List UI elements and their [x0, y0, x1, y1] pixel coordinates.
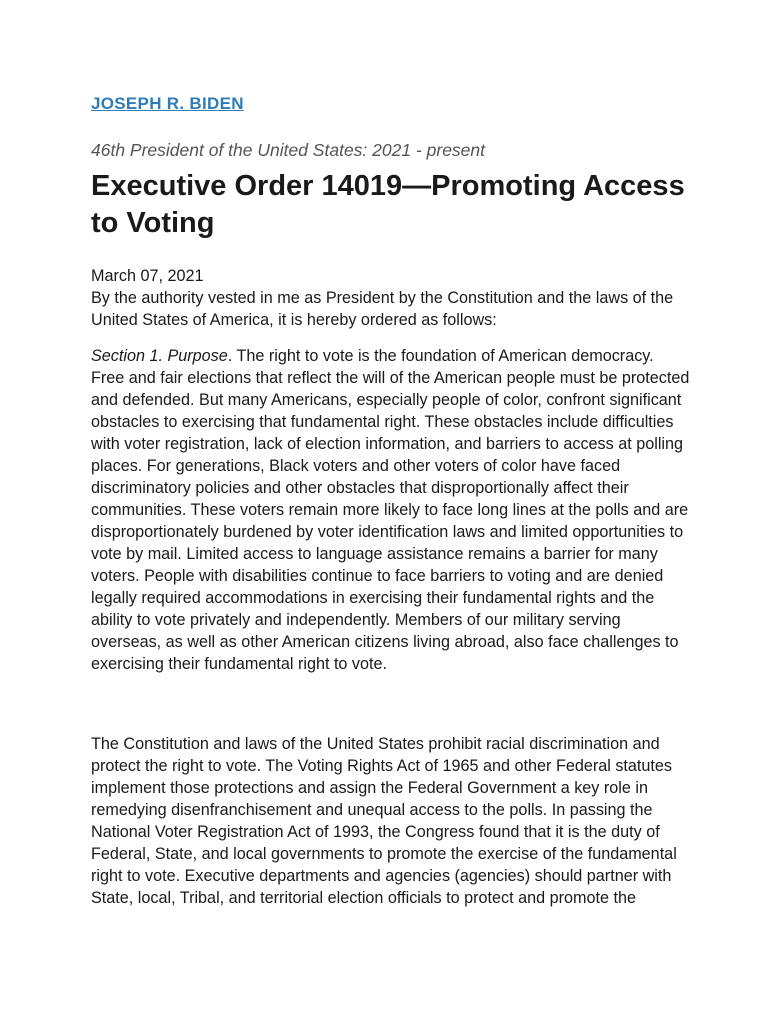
section-1-paragraph — [91, 345, 691, 675]
document-date: March 07, 2021 — [91, 267, 204, 285]
paragraph-2: The Constitution and laws of the United States prohibit racial discrimination and protect the right to vote. The Voting Rights Act of 1965 and other Federal statutes implement those protections and assign the Federal Government a key role in remedying disenfranchisement and unequal access to the polls. In passing the National Voter Registration Act of 1993, the Congress found that it is the duty of Federal, State, and local governments to promote the exercise of the fundamental right to vote. Executive departments and agencies (agencies) should partner with State, local, Tribal, and territorial election officials to protect and promote the — [91, 735, 677, 907]
president-subtitle: 46th President of the United States: 2021 - present — [91, 140, 485, 160]
author-link[interactable]: JOSEPH R. BIDEN — [91, 94, 244, 113]
section-1-label: Section 1. Purpose — [91, 347, 228, 365]
intro-paragraph: By the authority vested in me as President by the Constitution and the laws of the United States of America, it is hereby ordered as follows: — [91, 289, 674, 329]
section-1-text: . The right to vote is the foundation of American democracy. Free and fair elections that reflect the will of the American people must be protected and defended. But many Americans, especially people of color, confront significant obstacles to exercising that fundamental right. These obstacles include difficulties with voter registration, lack of election information, and barriers to access at polling places. For generations, Black voters and other voters of color have faced discriminatory policies and other obstacles that disproportionally affect their communities. These voters remain more likely to face long lines at the polls and are disproportionately burdened by voter identification laws and limited opportunities to vote by mail. Limited access to language assistance remains a barrier for many voters. People with disabilities continue to face barriers to voting and are denied legally required accommodations in exercising their fundamental rights and the ability to vote privately and independently. Members of our military serving overseas, as well as other American citizens living abroad, also face challenges to exercising their fundamental right to vote. — [91, 347, 690, 673]
page-title: Executive Order 14019—Promoting Access to Voting — [91, 170, 685, 239]
